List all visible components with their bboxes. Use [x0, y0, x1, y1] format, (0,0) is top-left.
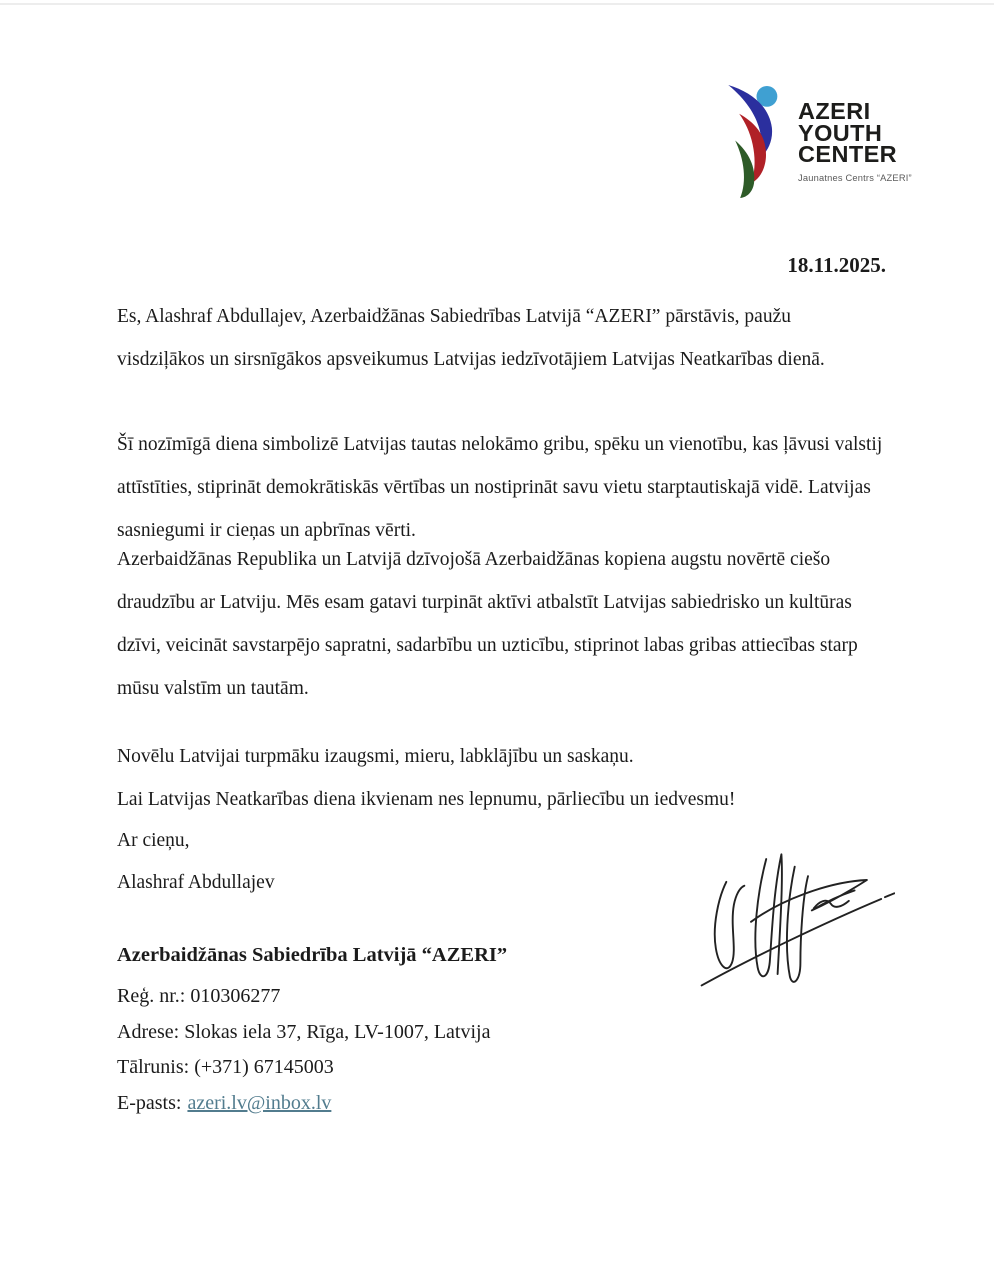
paragraph-friendship: Azerbaidžānas Republika un Latvijā dzīvojošā Azerbaidžānas kopiena augstu novērtē ciešo draudzību ar Latviju. Mēs esam gatavi turpināt aktīvi atbalstīt Latvijas sabiedrisko un kultūras dzīvi, veicināt savstarpējo sapratni, sadarbību un uzticību, stiprinot labas gribas attiecības starp mūsu valstīm un tautām. — [117, 549, 858, 699]
paragraph-greeting: Es, Alashraf Abdullajev, Azerbaidžānas Sabiedrības Latvijā “AZERI” pārstāvis, paužu visdziļākos un sirsnīgākos apsveikumus Latvijas iedzīvotājiem Latvijas Neatkarības dienā. — [117, 306, 825, 370]
footer-email-link[interactable]: azeri.lv@inbox.lv — [187, 1091, 332, 1114]
paragraph-wishes — [117, 735, 883, 821]
footer-email-label: E-pasts: — [117, 1091, 182, 1114]
logo-title-line: AZERI — [798, 98, 871, 124]
closing-salutation: Ar cieņu, — [117, 830, 190, 851]
logo-text — [798, 84, 912, 183]
logo-tagline: Jaunatnes Centrs “AZERI” — [798, 172, 912, 183]
logo-title-line: CENTER — [798, 141, 898, 167]
footer-reg-number: Reģ. nr.: 010306277 — [117, 985, 281, 1007]
paragraph-significance: Šī nozīmīgā diena simbolizē Latvijas tautas nelokāmo gribu, spēku un vienotību, kas ļāvusi valstij attīstīties, stiprināt demokrātiskās vērtības un nostiprināt savu vietu starptautiskajā vidē. Latvijas sasniegumi ir cieņas un apbrīnas vērti. — [117, 434, 883, 541]
footer-org-name: Azerbaidžānas Sabiedrība Latvijā “AZERI” — [117, 944, 508, 966]
letter-date: 18.11.2025. — [787, 253, 886, 277]
page-top-edge — [0, 3, 994, 5]
footer-contact-block — [117, 944, 883, 1121]
footer-phone: Tālrunis: (+371) 67145003 — [117, 1056, 334, 1078]
closing-signatory: Alashraf Abdullajev — [117, 872, 275, 893]
wish-line-1: Novēlu Latvijai turpmāku izaugsmi, mieru, labklājību un saskaņu. — [117, 746, 634, 767]
logo-figure-icon — [727, 84, 789, 198]
wish-line-2: Lai Latvijas Neatkarības diena ikvienam nes lepnumu, pārliecību un iedvesmu! — [117, 789, 736, 810]
footer-email-row — [117, 1086, 883, 1122]
logo-title-line: YOUTH — [798, 119, 883, 146]
azeri-youth-center-logo — [727, 84, 912, 198]
footer-address: Adrese: Slokas iela 37, Rīga, LV-1007, Latvija — [117, 1020, 491, 1043]
